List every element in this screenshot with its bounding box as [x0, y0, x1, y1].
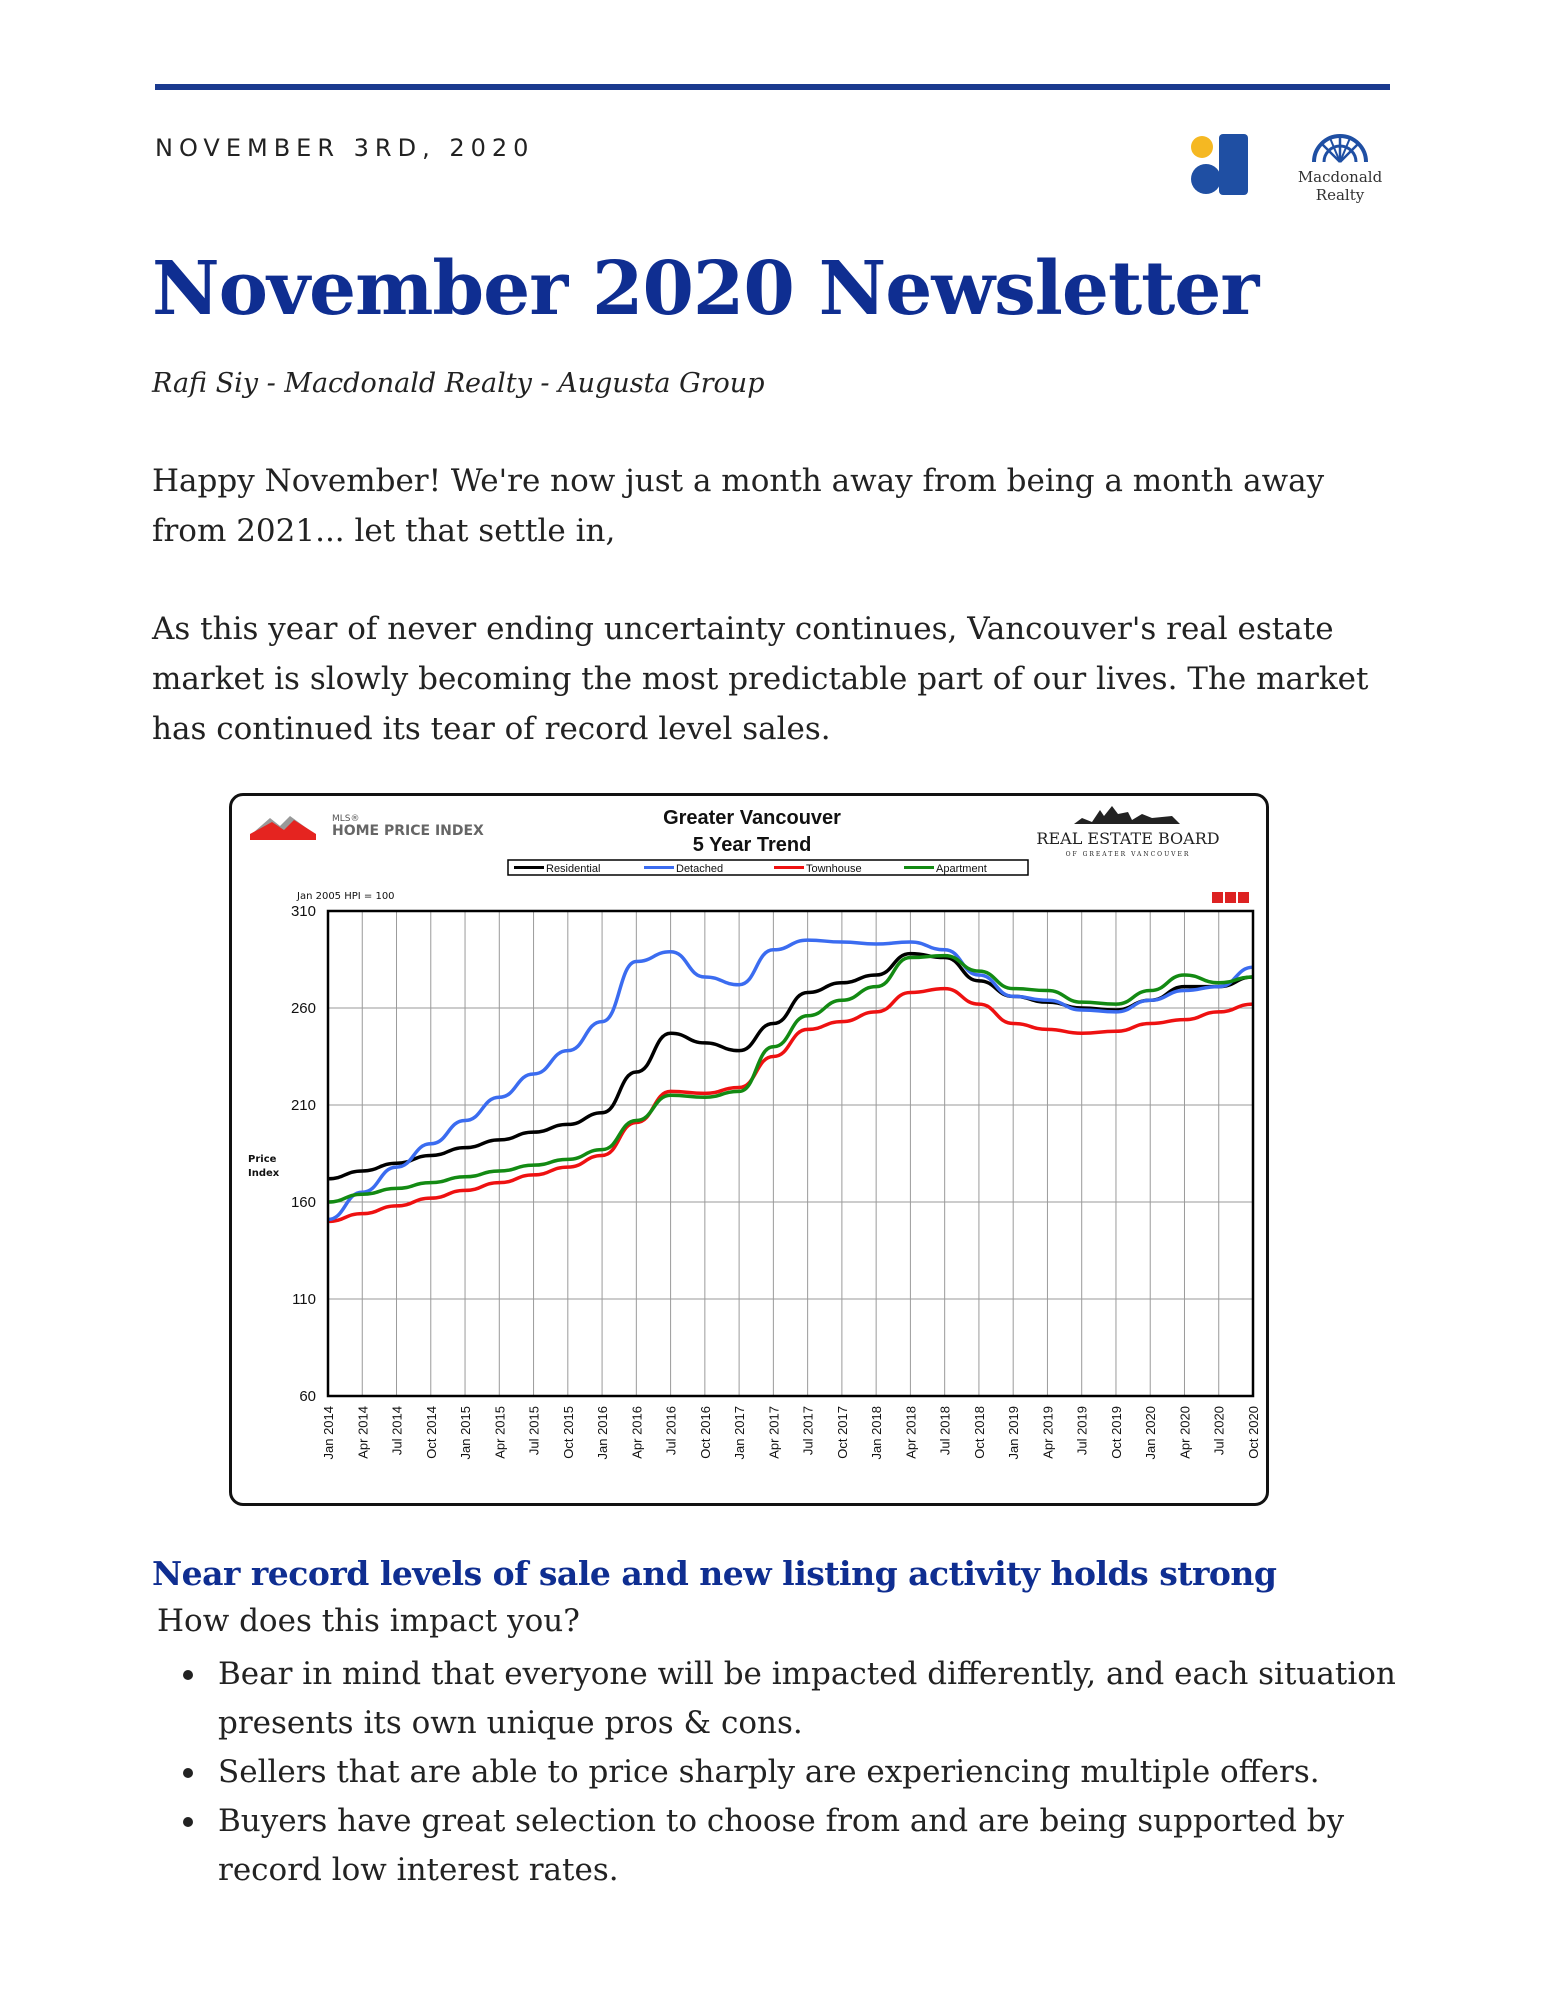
legend-label: Detached [676, 863, 724, 875]
y-tick-label: 110 [292, 1291, 316, 1308]
chart-series [328, 940, 1253, 1221]
chart-subtitle: 5 Year Trend [692, 834, 812, 856]
board-icon-3 [1238, 892, 1249, 903]
y-tick-label: 60 [299, 1388, 316, 1405]
x-tick-label: Apr 2020 [1177, 1406, 1193, 1459]
y-tick-label: 210 [290, 1097, 316, 1114]
x-tick-label: Jul 2018 [937, 1406, 953, 1456]
x-tick-label: Oct 2016 [697, 1406, 713, 1459]
x-tick-label: Jan 2019 [1006, 1406, 1022, 1460]
list-item: Buyers have great selection to choose from and are being supported by record low interest rates. [218, 1797, 1418, 1895]
real-estate-board-logo [1036, 806, 1219, 858]
x-tick-label: Jul 2016 [663, 1406, 679, 1456]
plot-area-border [328, 911, 1253, 1396]
y-tick-label: 260 [290, 1000, 316, 1017]
x-tick-label: Jul 2019 [1074, 1406, 1090, 1456]
x-tick-label: Oct 2019 [1108, 1406, 1124, 1459]
impact-list [168, 1650, 1418, 1895]
x-tick-label: Oct 2020 [1246, 1406, 1261, 1459]
impact-question: How does this impact you? [157, 1603, 580, 1639]
top-rule [155, 84, 1390, 90]
y-axis-ticks [291, 903, 316, 1405]
x-tick-label: Jul 2015 [526, 1406, 542, 1456]
skyline-icon [1074, 806, 1180, 824]
y-axis-label-line1: Price [248, 1154, 277, 1165]
home-price-index-text: HOME PRICE INDEX [332, 823, 484, 839]
x-tick-label: Apr 2019 [1040, 1406, 1056, 1459]
reb-subtext: OF GREATER VANCOUVER [1065, 851, 1191, 858]
x-tick-label: Oct 2015 [560, 1406, 576, 1459]
list-item: Bear in mind that everyone will be impacted differently, and each situation presents its own unique pros & cons. [218, 1650, 1418, 1748]
newsletter-date: NOVEMBER 3RD, 2020 [155, 134, 535, 162]
series-line-residential [328, 954, 1253, 1179]
x-tick-label: Jul 2014 [389, 1406, 405, 1456]
x-tick-label: Apr 2018 [903, 1406, 919, 1459]
x-tick-label: Oct 2014 [423, 1406, 439, 1459]
legend-label: Townhouse [806, 863, 862, 875]
board-icon-2 [1225, 892, 1236, 903]
x-axis-ticks [321, 1406, 1261, 1460]
section-heading: Near record levels of sale and new listing activity holds strong [152, 1554, 1277, 1593]
x-tick-label: Jan 2020 [1143, 1406, 1159, 1460]
x-tick-label: Apr 2016 [629, 1406, 645, 1459]
x-tick-label: Jan 2014 [321, 1406, 336, 1460]
logo-text-line2: Realty [1315, 186, 1365, 204]
base-note: Jan 2005 HPI = 100 [297, 891, 395, 902]
x-tick-label: Apr 2017 [766, 1406, 782, 1459]
x-tick-label: Apr 2014 [355, 1406, 371, 1459]
byline: Rafi Siy - Macdonald Realty - Augusta Group [152, 368, 765, 399]
x-tick-label: Oct 2018 [971, 1406, 987, 1459]
x-tick-label: Jan 2018 [869, 1406, 885, 1460]
x-tick-label: Jan 2016 [595, 1406, 611, 1460]
x-tick-label: Jul 2017 [800, 1406, 816, 1456]
y-axis-label-line2: Index [248, 1168, 280, 1179]
page-title: November 2020 Newsletter [152, 246, 1259, 332]
macdonald-realty-logo [1290, 130, 1390, 206]
intro-paragraph: Happy November! We're now just a month away from being a month away from 2021... let that settle in, [152, 463, 1325, 549]
x-tick-label: Jan 2017 [732, 1406, 748, 1460]
x-tick-label: Jan 2015 [458, 1406, 474, 1460]
logo-text-line1: Macdonald [1297, 168, 1383, 186]
home-price-index-logo [250, 814, 484, 840]
chart-canvas [232, 796, 1272, 1509]
reb-text: REAL ESTATE BOARD [1036, 829, 1220, 848]
list-item: Sellers that are able to price sharply are experiencing multiple offers. [218, 1748, 1418, 1797]
market-paragraph: As this year of never ending uncertainty continues, Vancouver's real estate market is slowly becoming the most predictable part of our lives. The market has continued its tear of record level sales. [152, 611, 1369, 747]
y-tick-label: 160 [290, 1194, 316, 1211]
x-tick-label: Jul 2020 [1211, 1406, 1227, 1456]
legend-label: Residential [546, 863, 601, 875]
board-icons [1212, 892, 1249, 903]
y-tick-label: 310 [290, 903, 316, 920]
augusta-logo-icon [1190, 134, 1250, 196]
chart-title: Greater Vancouver [663, 807, 841, 829]
series-line-apartment [328, 956, 1253, 1202]
chart-grid [328, 911, 1253, 1396]
compass-wheel-icon [1310, 130, 1370, 164]
legend-label: Apartment [936, 863, 987, 875]
board-icon-1 [1212, 892, 1223, 903]
mls-mark: MLS® [332, 814, 360, 824]
price-index-chart [229, 793, 1269, 1506]
x-tick-label: Apr 2015 [492, 1406, 508, 1459]
x-tick-label: Oct 2017 [834, 1406, 850, 1459]
